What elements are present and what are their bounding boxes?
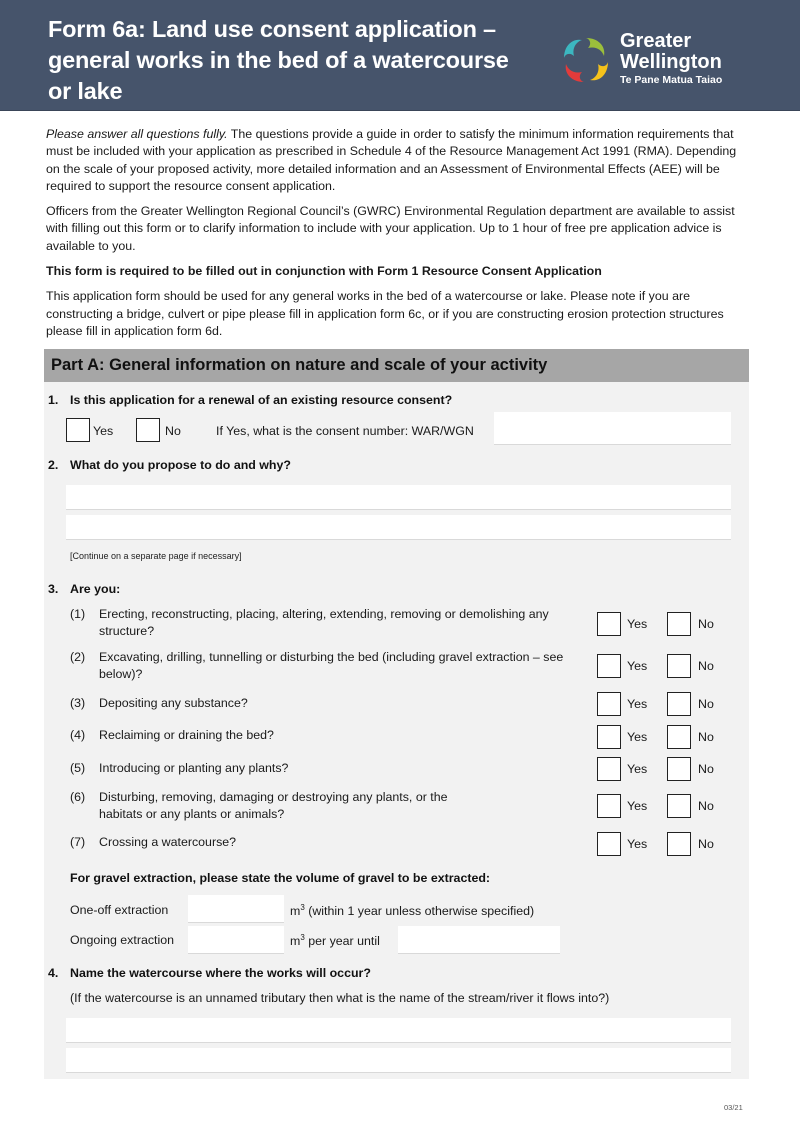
q3-item-7 xyxy=(70,834,590,851)
q3-item-2-yes-checkbox[interactable] xyxy=(597,654,621,678)
ongoing-extraction-unit xyxy=(290,933,380,948)
question-2-text: What do you propose to do and why? xyxy=(70,458,291,472)
logo-text xyxy=(620,30,722,88)
q3-item-4 xyxy=(70,727,590,744)
q3-item-1-yes-checkbox[interactable] xyxy=(597,612,621,636)
q3-item-5-no-label: No xyxy=(698,762,714,776)
q3-item-3-no-label: No xyxy=(698,697,714,711)
koru-logo-icon xyxy=(558,32,614,88)
q3-item-2-text: Excavating, drilling, tunnelling or disturbing the bed (including gravel extraction – see below)? xyxy=(99,650,564,681)
q3-item-4-yes-label: Yes xyxy=(627,730,648,744)
q1-yes-label: Yes xyxy=(93,424,114,438)
q3-item-3-text: Depositing any substance? xyxy=(99,696,248,710)
oneoff-unit-base: m xyxy=(290,904,301,918)
question-4-number: 4. xyxy=(48,966,59,980)
q2-answer-line-2[interactable] xyxy=(66,515,731,540)
ongoing-extraction-label: Ongoing extraction xyxy=(70,933,175,947)
form-title: Form 6a: Land use consent application – general works in the bed of a watercourse or lake xyxy=(48,16,509,104)
q3-item-6 xyxy=(70,789,590,823)
q3-item-3-number: (3) xyxy=(70,696,86,710)
q3-item-4-yes-checkbox[interactable] xyxy=(597,725,621,749)
q3-item-6-no-checkbox[interactable] xyxy=(667,794,691,818)
q3-item-1 xyxy=(70,606,590,640)
q3-item-3-yes-checkbox[interactable] xyxy=(597,692,621,716)
q3-item-3 xyxy=(70,695,590,712)
q3-item-5-no-checkbox[interactable] xyxy=(667,757,691,781)
q4-answer-line-1[interactable] xyxy=(66,1018,731,1043)
q3-item-2 xyxy=(70,649,590,683)
q3-item-6-text: Disturbing, removing, damaging or destroying any plants, or the habitats or any plants or animals? xyxy=(99,790,448,821)
q3-item-1-text: Erecting, reconstructing, placing, altering, extending, removing or demolishing any structure? xyxy=(99,607,549,638)
q3-item-6-yes-checkbox[interactable] xyxy=(597,794,621,818)
q3-item-2-no-checkbox[interactable] xyxy=(667,654,691,678)
q3-item-5-yes-checkbox[interactable] xyxy=(597,757,621,781)
ongoing-until-date-field[interactable] xyxy=(398,926,560,954)
q3-item-3-no-checkbox[interactable] xyxy=(667,692,691,716)
oneoff-unit-sup: 3 xyxy=(300,903,305,912)
q3-item-2-number: (2) xyxy=(70,650,86,664)
ongoing-unit-base: m xyxy=(290,934,301,948)
q1-consent-number-label: If Yes, what is the consent number: WAR/WGN xyxy=(216,424,474,438)
q1-yes-checkbox[interactable] xyxy=(66,418,90,442)
oneoff-extraction-field[interactable] xyxy=(188,895,284,923)
q3-item-6-no-label: No xyxy=(698,799,714,813)
q2-answer-line-1[interactable] xyxy=(66,485,731,510)
q3-item-5 xyxy=(70,760,590,777)
intro-paragraph-1-text: The questions provide a guide in order to satisfy the minimum information requirements that must be included with your application as prescribed in Schedule 4 of the Resource Management Act 1991 (RMA). Depending on the scale of your proposed activity, more detailed information and an Assessment of Environmental Effects (AEE) will be required to support the resource consent application. xyxy=(46,127,737,193)
gravel-heading: For gravel extraction, please state the volume of gravel to be extracted: xyxy=(70,871,491,885)
q3-item-2-yes-label: Yes xyxy=(627,659,648,673)
greater-wellington-logo xyxy=(558,30,738,92)
logo-tagline: Te Pane Matua Taiao xyxy=(620,74,723,86)
question-4-text: Name the watercourse where the works will occur? xyxy=(70,966,371,980)
q3-item-1-no-label: No xyxy=(698,617,714,631)
q3-item-7-yes-label: Yes xyxy=(627,837,648,851)
q3-item-7-no-checkbox[interactable] xyxy=(667,832,691,856)
ongoing-unit-suffix: per year until xyxy=(304,934,380,948)
intro-paragraph-4: This application form should be used for any general works in the bed of a watercourse or lake. Please note if you are constructing a bridge, culvert or pipe please fill in application form 6c, or if you are constructing erosion protection structures please fill in application form 6d. xyxy=(46,289,724,338)
ongoing-unit-sup: 3 xyxy=(300,933,305,942)
part-a-form xyxy=(44,382,749,1079)
q3-item-7-no-label: No xyxy=(698,837,714,851)
question-2-number: 2. xyxy=(48,458,59,472)
q1-consent-number-field[interactable] xyxy=(494,412,731,445)
part-a-header xyxy=(44,349,749,382)
q3-item-5-yes-label: Yes xyxy=(627,762,648,776)
part-a-title: Part A: General information on nature and scale of your activity xyxy=(51,356,548,374)
q2-continue-note: [Continue on a separate page if necessary] xyxy=(70,551,242,561)
question-3-number: 3. xyxy=(48,582,59,596)
q3-item-7-text: Crossing a watercourse? xyxy=(99,835,237,849)
intro-section xyxy=(46,126,746,348)
q3-item-3-yes-label: Yes xyxy=(627,697,648,711)
question-1-number: 1. xyxy=(48,393,59,407)
intro-paragraph-2: Officers from the Greater Wellington Regional Council’s (GWRC) Environmental Regulation department are available to assist with filling out this form or to clarify information to include with your application. Up to 1 hour of free pre application advice is available to you. xyxy=(46,204,735,253)
q3-item-5-number: (5) xyxy=(70,761,86,775)
q4-answer-line-2[interactable] xyxy=(66,1048,731,1073)
logo-line-wellington: Wellington xyxy=(620,51,722,73)
question-3-text: Are you: xyxy=(70,582,121,596)
q1-no-label: No xyxy=(165,424,181,438)
q3-item-4-number: (4) xyxy=(70,728,86,742)
q3-item-6-number: (6) xyxy=(70,790,86,804)
logo-line-greater: Greater xyxy=(620,30,692,52)
q3-item-1-yes-label: Yes xyxy=(627,617,648,631)
oneoff-extraction-label: One-off extraction xyxy=(70,903,169,917)
q1-no-checkbox[interactable] xyxy=(136,418,160,442)
oneoff-unit-suffix: (within 1 year unless otherwise specified) xyxy=(304,904,535,918)
question-1-text: Is this application for a renewal of an existing resource consent? xyxy=(70,393,453,407)
q3-item-5-text: Introducing or planting any plants? xyxy=(99,761,289,775)
q3-item-4-no-label: No xyxy=(698,730,714,744)
intro-required-note: This form is required to be filled out in conjunction with Form 1 Resource Consent Application xyxy=(46,264,602,279)
intro-paragraph-1 xyxy=(46,126,746,195)
question-4-hint: (If the watercourse is an unnamed tributary then what is the name of the stream/river it flows into?) xyxy=(70,991,610,1005)
q3-item-1-no-checkbox[interactable] xyxy=(667,612,691,636)
ongoing-extraction-field[interactable] xyxy=(188,926,284,954)
form-version-code: 03/21 xyxy=(724,1103,743,1112)
q3-item-4-no-checkbox[interactable] xyxy=(667,725,691,749)
page-header xyxy=(0,0,800,111)
q3-item-2-no-label: No xyxy=(698,659,714,673)
intro-italic-lead: Please answer all questions fully. xyxy=(46,127,228,141)
q3-item-1-number: (1) xyxy=(70,607,86,621)
q3-item-7-number: (7) xyxy=(70,835,86,849)
q3-item-4-text: Reclaiming or draining the bed? xyxy=(99,728,274,742)
q3-item-6-yes-label: Yes xyxy=(627,799,648,813)
oneoff-extraction-unit xyxy=(290,903,534,918)
q3-item-7-yes-checkbox[interactable] xyxy=(597,832,621,856)
